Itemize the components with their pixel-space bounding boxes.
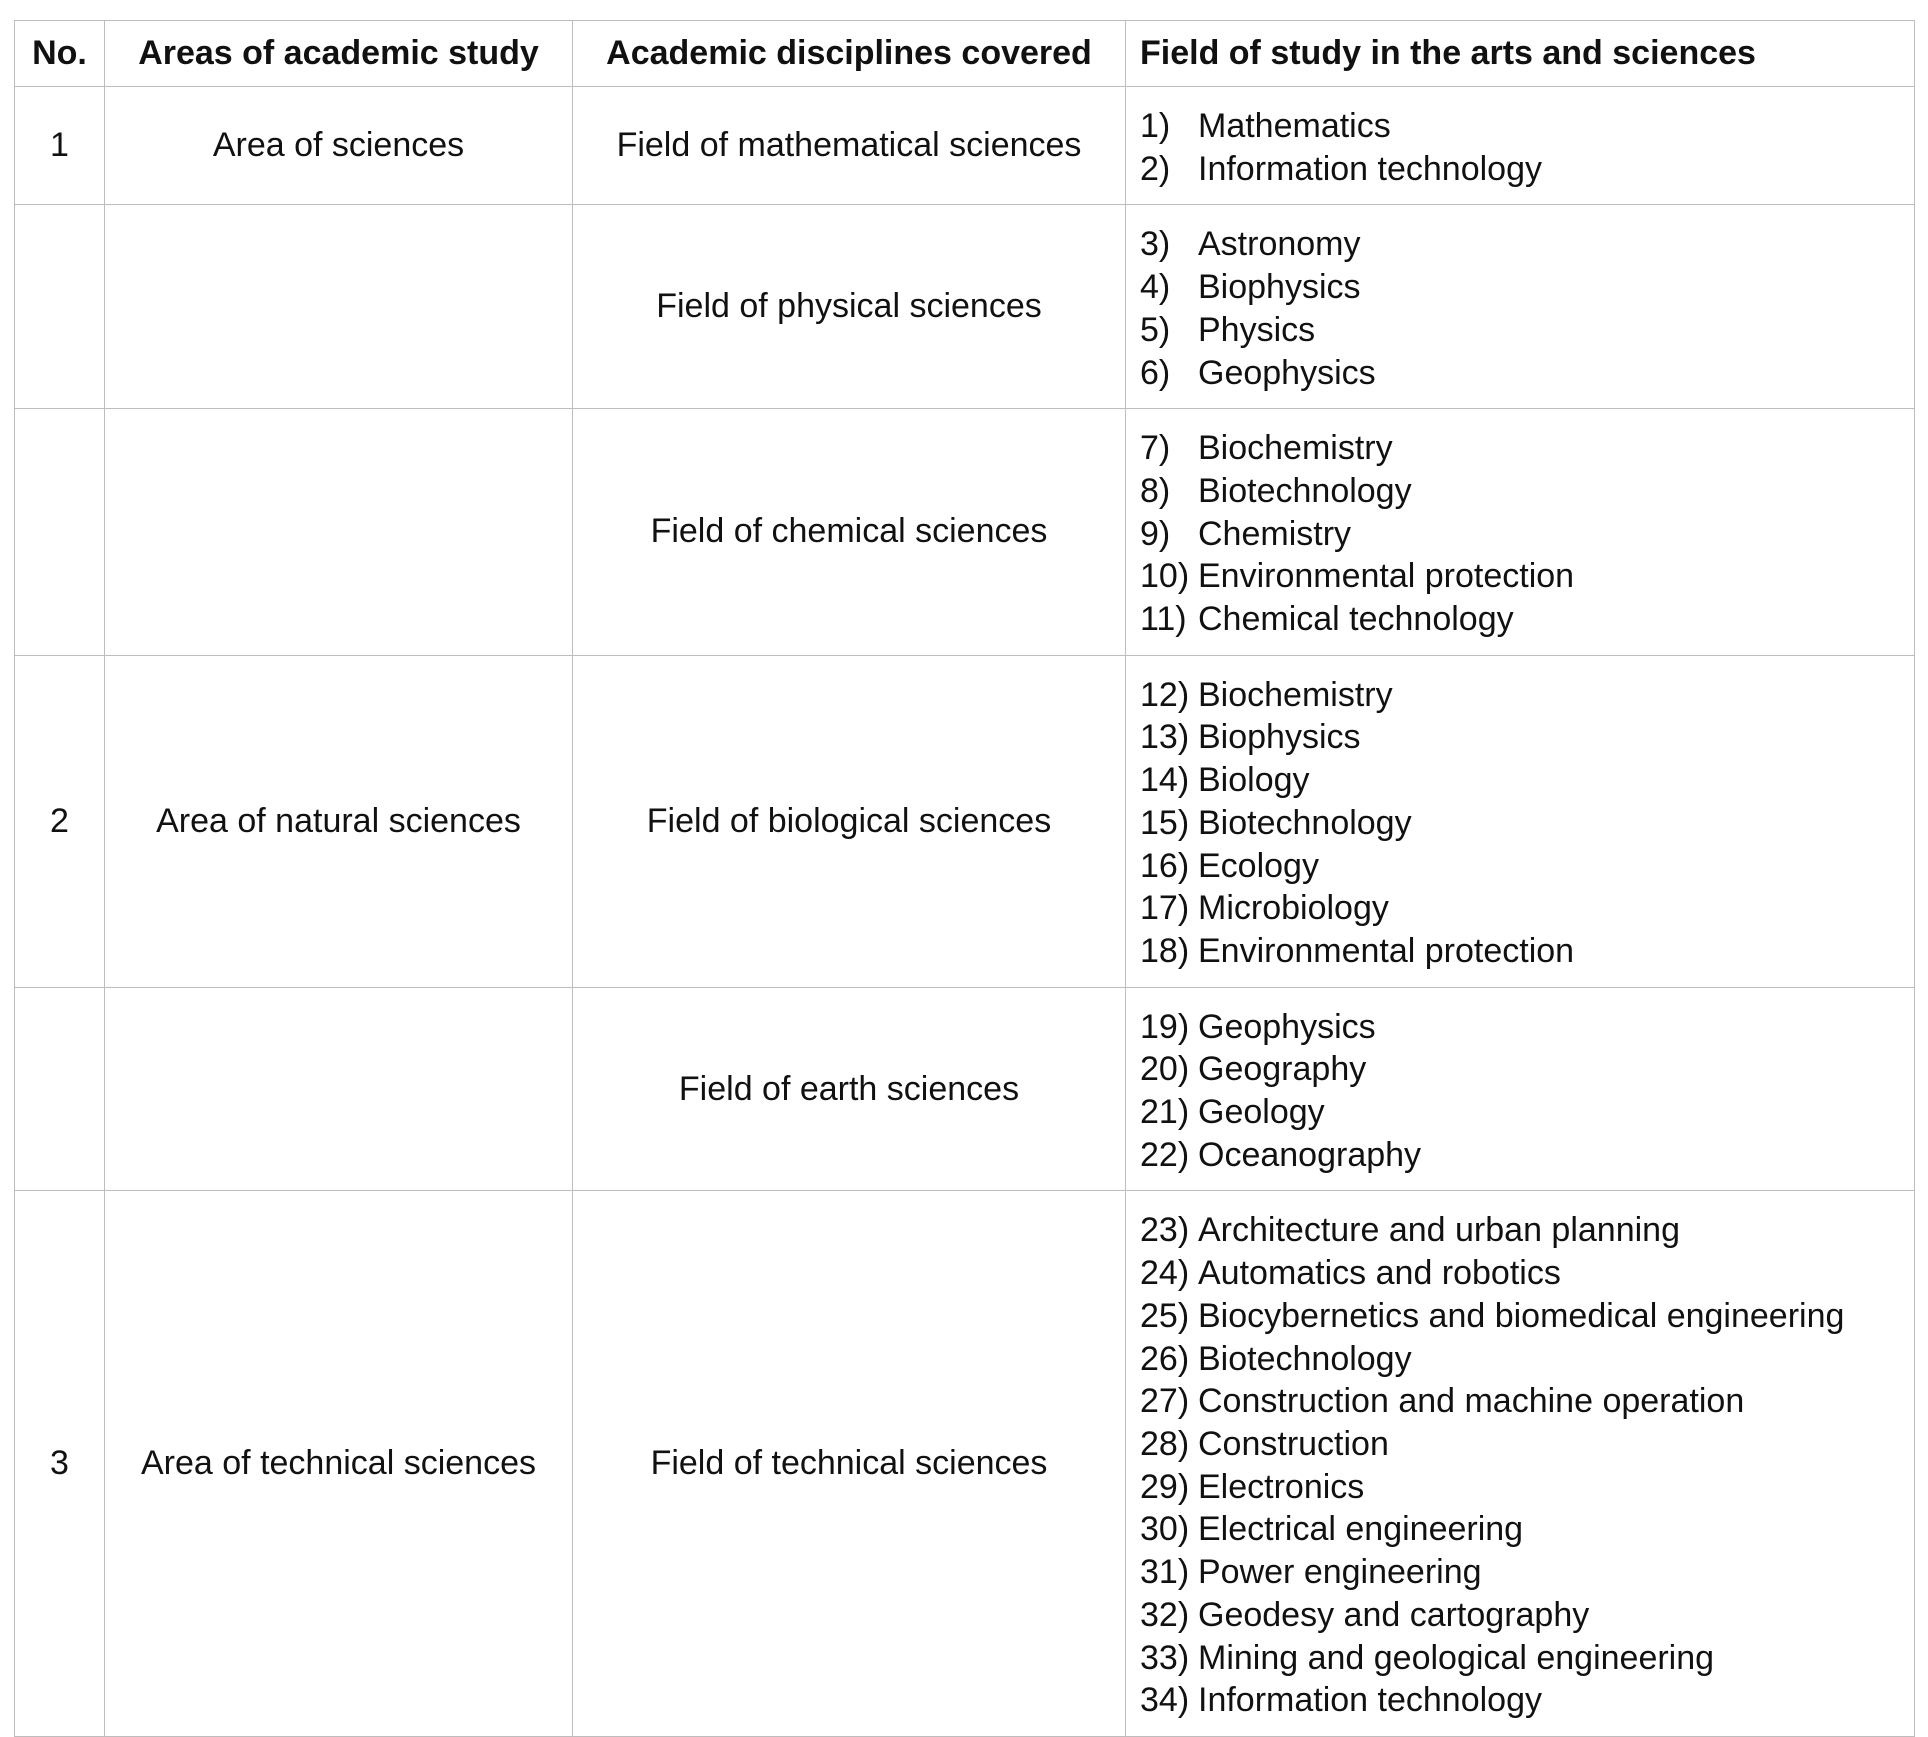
row-number [15, 409, 105, 656]
fields-of-study-cell [1126, 409, 1915, 656]
field-list-item [1140, 845, 1914, 888]
field-list-item [1140, 1508, 1914, 1551]
field-number: 17) [1140, 889, 1190, 928]
field-list [1140, 1209, 1914, 1721]
field-name: Microbiology [1198, 889, 1389, 928]
field-name: Biochemistry [1198, 429, 1393, 468]
field-list-item [1140, 309, 1914, 352]
fields-of-study-cell [1126, 87, 1915, 205]
field-number: 28) [1140, 1424, 1190, 1463]
field-number: 20) [1140, 1050, 1190, 1089]
field-number: 34) [1140, 1681, 1190, 1720]
field-list-item [1140, 1006, 1914, 1049]
field-number: 13) [1140, 718, 1190, 757]
field-number: 7) [1140, 429, 1171, 468]
field-list-item [1140, 1048, 1914, 1091]
field-number: 32) [1140, 1595, 1190, 1634]
table-body [15, 87, 1915, 1737]
field-name: Physics [1198, 310, 1316, 349]
field-name: Geology [1198, 1093, 1325, 1132]
area-of-study [105, 987, 573, 1191]
field-number: 18) [1140, 931, 1190, 970]
fields-of-study-table [14, 20, 1915, 1737]
field-list-item [1140, 427, 1914, 470]
field-list [1140, 1006, 1914, 1177]
field-name: Chemistry [1198, 514, 1352, 553]
field-list-item [1140, 513, 1914, 556]
field-number: 1) [1140, 107, 1171, 145]
academic-discipline: Field of earth sciences [573, 987, 1126, 1191]
field-list-item [1140, 930, 1914, 973]
field-list-item [1140, 223, 1914, 266]
field-number: 19) [1140, 1007, 1190, 1046]
field-number: 22) [1140, 1135, 1190, 1174]
header-fields: Field of study in the arts and sciences [1126, 21, 1915, 87]
field-list-item [1140, 1637, 1914, 1680]
table-row [15, 1191, 1915, 1736]
fields-of-study-cell [1126, 205, 1915, 409]
field-number: 5) [1140, 310, 1171, 349]
table-row [15, 409, 1915, 656]
field-number: 12) [1140, 675, 1190, 714]
area-of-study: Area of sciences [105, 87, 573, 205]
academic-discipline: Field of mathematical sciences [573, 87, 1126, 205]
field-name: Automatics and robotics [1198, 1254, 1561, 1293]
field-name: Geography [1198, 1050, 1367, 1089]
field-name: Electronics [1198, 1467, 1365, 1506]
field-name: Geophysics [1198, 353, 1376, 392]
academic-discipline: Field of chemical sciences [573, 409, 1126, 656]
field-list-item [1140, 1091, 1914, 1134]
field-name: Biotechnology [1198, 471, 1412, 510]
field-number: 33) [1140, 1638, 1190, 1677]
header-row [15, 21, 1915, 87]
field-list-item [1140, 1295, 1914, 1338]
field-list-item [1140, 716, 1914, 759]
field-name: Astronomy [1198, 225, 1361, 264]
field-name: Ecology [1198, 846, 1319, 885]
field-number: 23) [1140, 1211, 1190, 1250]
field-list-item [1140, 105, 1914, 148]
field-list-item [1140, 1551, 1914, 1594]
field-name: Construction and machine operation [1198, 1382, 1745, 1421]
table-row [15, 987, 1915, 1191]
field-list-item [1140, 759, 1914, 802]
field-name: Environmental protection [1198, 931, 1575, 970]
field-list [1140, 105, 1914, 190]
field-list-item [1140, 1466, 1914, 1509]
field-name: Environmental protection [1198, 557, 1575, 596]
area-of-study: Area of natural sciences [105, 655, 573, 987]
field-number: 31) [1140, 1553, 1190, 1592]
field-number: 27) [1140, 1382, 1190, 1421]
fields-of-study-cell [1126, 655, 1915, 987]
field-name: Mining and geological engineering [1198, 1638, 1715, 1677]
field-list-item [1140, 1594, 1914, 1637]
field-name: Biology [1198, 761, 1310, 800]
field-name: Biochemistry [1198, 675, 1393, 714]
field-list [1140, 223, 1914, 394]
table-row [15, 205, 1915, 409]
academic-discipline: Field of biological sciences [573, 655, 1126, 987]
header-area: Areas of academic study [105, 21, 573, 87]
field-list-item [1140, 470, 1914, 513]
field-list-item [1140, 1423, 1914, 1466]
field-number: 2) [1140, 149, 1171, 188]
field-name: Geophysics [1198, 1007, 1376, 1046]
field-number: 24) [1140, 1254, 1190, 1293]
field-number: 11) [1140, 600, 1187, 639]
field-number: 29) [1140, 1467, 1190, 1506]
field-list [1140, 427, 1914, 641]
field-name: Chemical technology [1198, 600, 1514, 639]
field-list-item [1140, 1134, 1914, 1177]
field-list-item [1140, 887, 1914, 930]
field-list-item [1140, 598, 1914, 641]
header-no: No. [15, 21, 105, 87]
field-number: 21) [1140, 1093, 1190, 1132]
field-number: 3) [1140, 225, 1171, 264]
field-list-item [1140, 802, 1914, 845]
field-name: Architecture and urban planning [1198, 1211, 1680, 1250]
field-name: Information technology [1198, 149, 1542, 188]
field-name: Electrical engineering [1198, 1510, 1524, 1549]
field-number: 30) [1140, 1510, 1190, 1549]
field-name: Information technology [1198, 1681, 1542, 1720]
field-number: 26) [1140, 1339, 1190, 1378]
field-name: Biotechnology [1198, 1339, 1412, 1378]
field-number: 15) [1140, 803, 1190, 842]
row-number [15, 205, 105, 409]
field-name: Oceanography [1198, 1135, 1422, 1174]
field-list-item [1140, 1252, 1914, 1295]
field-name: Geodesy and cartography [1198, 1595, 1590, 1634]
academic-discipline: Field of technical sciences [573, 1191, 1126, 1736]
field-name: Power engineering [1198, 1553, 1482, 1592]
field-number: 16) [1140, 846, 1190, 885]
field-list-item [1140, 1679, 1914, 1722]
field-list-item [1140, 266, 1914, 309]
field-list-item [1140, 1380, 1914, 1423]
field-number: 8) [1140, 471, 1171, 510]
field-name: Biocybernetics and biomedical engineering [1198, 1296, 1845, 1335]
field-list-item [1140, 555, 1914, 598]
field-list [1140, 674, 1914, 973]
field-number: 14) [1140, 761, 1190, 800]
field-number: 10) [1140, 557, 1190, 596]
field-name: Biophysics [1198, 268, 1361, 307]
field-name: Mathematics [1198, 107, 1391, 145]
field-list-item [1140, 352, 1914, 395]
field-list-item [1140, 1338, 1914, 1381]
fields-of-study-cell [1126, 1191, 1915, 1736]
row-number: 1 [15, 87, 105, 205]
field-name: Biophysics [1198, 718, 1361, 757]
row-number: 3 [15, 1191, 105, 1736]
field-number: 25) [1140, 1296, 1190, 1335]
field-number: 9) [1140, 514, 1171, 553]
field-number: 4) [1140, 268, 1171, 307]
area-of-study [105, 409, 573, 656]
fields-of-study-cell [1126, 987, 1915, 1191]
academic-discipline: Field of physical sciences [573, 205, 1126, 409]
area-of-study [105, 205, 573, 409]
table-row [15, 87, 1915, 205]
field-list-item [1140, 1209, 1914, 1252]
area-of-study: Area of technical sciences [105, 1191, 573, 1736]
field-list-item [1140, 148, 1914, 191]
field-list-item [1140, 674, 1914, 717]
row-number [15, 987, 105, 1191]
field-name: Biotechnology [1198, 803, 1412, 842]
field-name: Construction [1198, 1424, 1389, 1463]
row-number: 2 [15, 655, 105, 987]
field-number: 6) [1140, 353, 1171, 392]
header-discipline: Academic disciplines covered [573, 21, 1126, 87]
table-row [15, 655, 1915, 987]
